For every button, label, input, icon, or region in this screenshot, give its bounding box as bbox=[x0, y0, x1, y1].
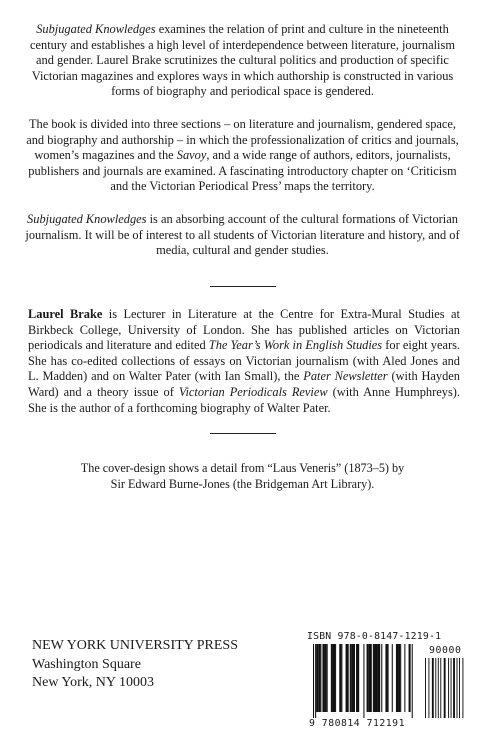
price-code: 90000 bbox=[429, 645, 462, 656]
publisher-address-line: Washington Square bbox=[32, 656, 141, 672]
author-name: Laurel Brake bbox=[28, 307, 103, 321]
bio-text: (with Hayden Ward) and a theory issue of bbox=[28, 369, 461, 399]
isbn-label: ISBN 978-0-8147-1219-1 bbox=[307, 631, 442, 642]
blurb-text: , and a wide range of authors, editors, journalists, publishers and journals are examined. A fascinating introductory chapter on ‘Criticism and the Victorian Periodical Press’ maps the territory. bbox=[28, 148, 457, 194]
divider-rule bbox=[210, 286, 276, 287]
cover-credit-line: Sir Edward Burne-Jones (the Bridgeman Art Library). bbox=[110, 476, 375, 491]
divider-rule bbox=[210, 433, 276, 434]
book-title: Subjugated Knowledges bbox=[36, 22, 156, 36]
blurb-text: is an absorbing account of the cultural formations of Victorian journalism. It will be of interest to all students of Victorian literature and history, and of media, cultural and gender studies. bbox=[25, 212, 460, 258]
cover-credit bbox=[30, 461, 455, 492]
publisher-name: NEW YORK UNIVERSITY PRESS bbox=[32, 638, 238, 653]
author-bio bbox=[28, 307, 460, 416]
publisher-address-line: New York, NY 10003 bbox=[32, 675, 154, 690]
magazine-title: Savoy bbox=[176, 148, 207, 163]
publication-title: Pater Newsletter bbox=[303, 369, 388, 384]
blurb-text: examines the relation of print and culture in the nineteenth century and establishes a high level of interdependence between literature, journalism and gender. Laurel Brake scrutinizes the cultural politics and production of specific Victorian magazines and explores ways in which authorship is constructed in various forms of biography and periodical space is gendered. bbox=[30, 22, 455, 99]
bio-text: for eight years. She has co-edited collections of essays on Victorian journalism (with Aled Jones and L. Madden) and on Walter Pater (with Ian Small), the bbox=[28, 338, 460, 384]
cover-credit-line: The cover-design shows a detail from “Laus Veneris” (1873–5) by bbox=[80, 461, 405, 475]
bio-text: is Lecturer in Literature at the Centre for Extra-Mural Studies at Birkbeck College, University of London. She has published articles on Victorian periodicals and literature and edited bbox=[28, 307, 460, 353]
publication-title: The Year’s Work in English Studies bbox=[208, 338, 383, 353]
publisher-imprint bbox=[32, 637, 238, 693]
bio-text: (with Anne Humphreys). She is the author of a forthcoming biography of Walter Pater. bbox=[28, 384, 460, 415]
blurb-paragraph-1 bbox=[22, 22, 463, 100]
isbn-barcode bbox=[307, 631, 477, 733]
book-title: Subjugated Knowledges bbox=[27, 212, 147, 226]
blurb-paragraph-2 bbox=[22, 117, 463, 195]
blurb-text: The book is divided into three sections – on literature and journalism, gendered space, and biography and authorship – in which the professionalization of critics and journals, women’s magazines and the bbox=[26, 117, 459, 163]
publication-title: Victorian Periodicals Review bbox=[178, 384, 328, 399]
blurb-paragraph-3 bbox=[22, 212, 463, 259]
ean-number: 9 780814 712191 bbox=[309, 718, 405, 729]
